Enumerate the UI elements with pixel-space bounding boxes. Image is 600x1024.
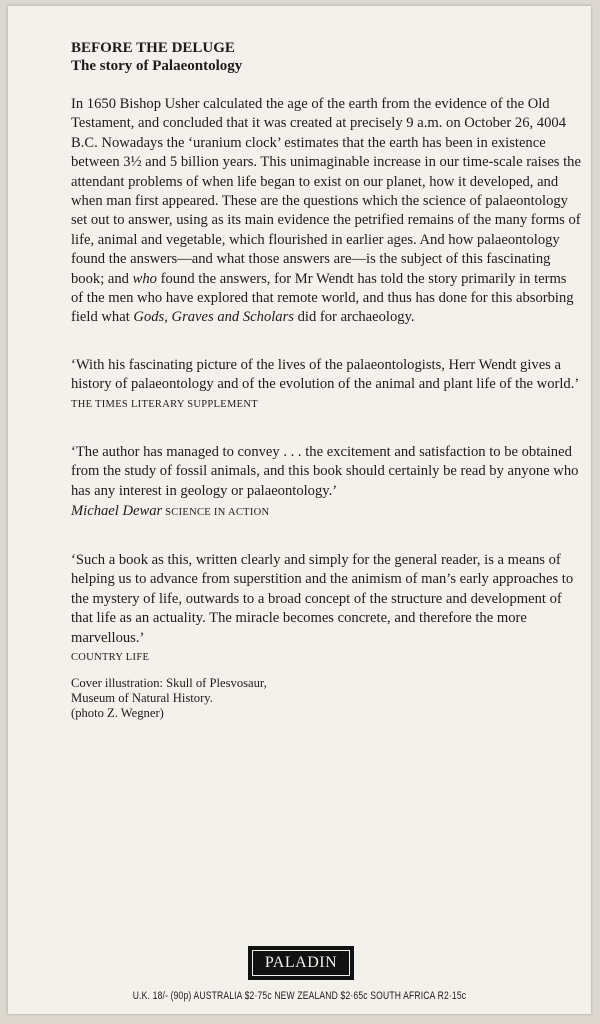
review-source-name: SCIENCE IN ACTION (165, 506, 270, 518)
book-back-cover (8, 6, 591, 1014)
price-list: U.K. 18/- (90p) AUSTRALIA $2·75c NEW ZEALAND $2·65c SOUTH AFRICA R2·15c (132, 990, 467, 1002)
blurb-paragraph (71, 95, 581, 328)
review-quote: ‘With his fascinating picture of the lives of the palaeontologists, Herr Wendt gives a history of palaeontology and of the evolution of the animal and plant life of the world.’ (71, 356, 580, 393)
credit-line: Museum of Natural History. (71, 690, 213, 705)
review-quote: ‘The author has managed to convey . . . the excitement and satisfaction to be obtained from the study of fossil animals, and this book should certainly be read by anyone who has any interest in geology or palaeontology.’ (71, 443, 579, 499)
book-title: BEFORE THE DELUGE (71, 40, 235, 56)
review-source-name: THE TIMES LITERARY SUPPLEMENT (71, 398, 258, 410)
book-subtitle: The story of Palaeontology (71, 58, 243, 74)
review-source-name: COUNTRY LIFE (71, 651, 150, 663)
review-author: Michael Dewar (71, 502, 163, 519)
cover-content (71, 39, 581, 721)
paladin-logo (248, 946, 354, 980)
blurb-emphasis-who: who (132, 270, 157, 287)
credit-line: (photo Z. Wegner) (71, 705, 164, 720)
cover-illustration-credit (71, 676, 581, 721)
review-source (71, 503, 581, 521)
review-quote: ‘Such a book as this, written clearly and simply for the general reader, is a means of helping us to advance from superstition and the animism of man’s early approaches to the mystery of life, outwards to a broad concept of the structure and development of that life as an actuality. The miracle becomes concrete, and therefore the more marvellous.’ (71, 551, 574, 646)
blurb-text-3: did for archaeology. (293, 309, 415, 326)
blurb-text-2: found the answers, for Mr Wendt has told the story primarily in terms of the men who have explored that remote world, and thus has done for this absorbing field what (71, 270, 574, 326)
paladin-logo-text: PALADIN (252, 950, 350, 976)
credit-line: Cover illustration: Skull of Plesvosaur, (71, 675, 267, 690)
blurb-text-1: In 1650 Bishop Usher calculated the age of the earth from the evidence of the Old Testament, and concluded that it was created at precisely 9 a.m. on October 26, 4004 B.C. Nowadays the ‘uranium clock’ estimates that the earth has been in existence between 3½ and 5 billion years. This unimaginable increase in our time-scale raises the attendant problems of when life began to exist on our planet, how it developed, and when man first appeared. These are the questions which the science of palaeontology set out to answer, using as its main evidence the petrified remains of the many forms of life, animal and vegetable, which flourished in earlier ages. And how palaeontology found the answers—and what those answers are—is the subject of this fascinating book; and (71, 96, 581, 287)
review-source (71, 397, 581, 413)
blurb-book-title: Gods, Graves and Scholars (133, 309, 294, 326)
review-source (71, 650, 581, 666)
